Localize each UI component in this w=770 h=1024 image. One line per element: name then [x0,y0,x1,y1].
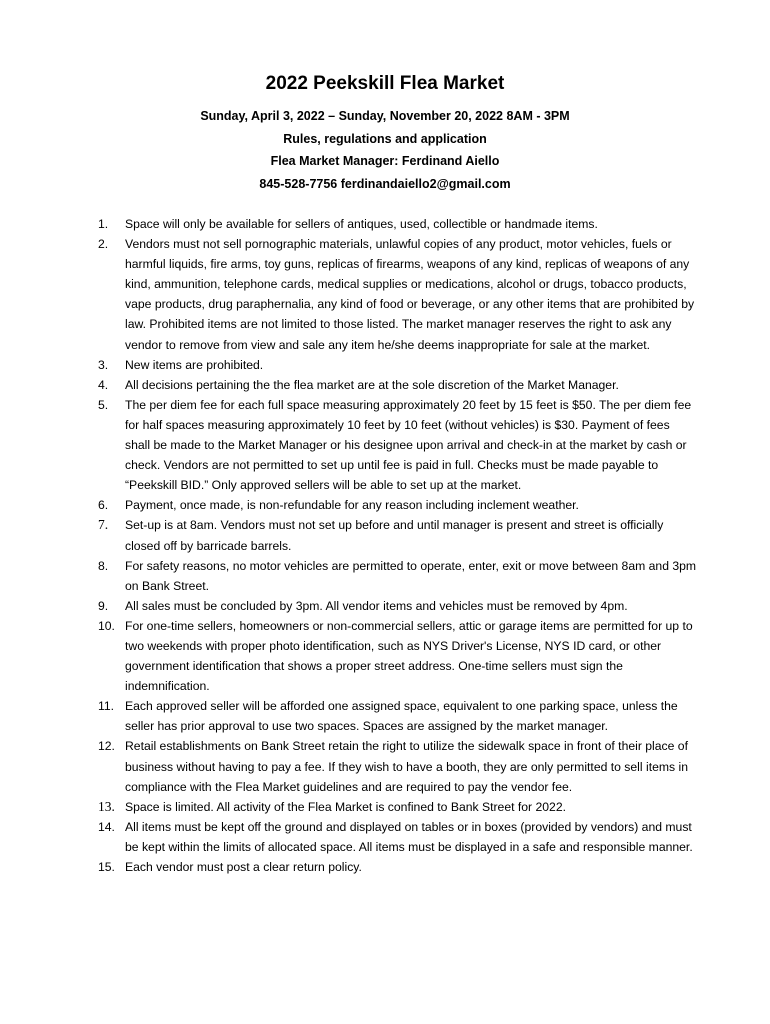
rule-item [98,495,698,515]
rule-item [98,797,698,817]
rule-text: Vendors must not sell pornographic materials, unlawful copies of any product, motor vehicles, fuels or harmful liquids, fire arms, toy guns, replicas of firearms, weapons of any kind, replicas of weapons of any kind, ammunition, telephone cards, medical supplies or medications, alcohol or drugs, tobacco products, vape products, drug paraphernalia, any kind of food or beverage, or any other items that are prohibited by law. Prohibited items are not limited to those listed. The market manager reserves the right to ask any vendor to remove from view and sale any item he/she deems inappropriate for sale at the market. [125,237,695,352]
rule-number: 10. [98,618,115,633]
rule-item [98,736,698,796]
rule-item [98,857,698,877]
market-dates: Sunday, April 3, 2022 – Sunday, November 20, 2022 8AM - 3PM [200,109,570,123]
rule-number: 9. [98,598,109,613]
rule-item [98,596,698,616]
rule-text: For safety reasons, no motor vehicles are permitted to operate, enter, exit or move between 8am and 3pm on Bank Street. [125,558,697,593]
contact-info: 845-528-7756 ferdinandaiello2@gmail.com [259,176,511,191]
rule-text: Space is limited. All activity of the Flea Market is confined to Bank Street for 2022. [125,799,566,814]
document-title: 2022 Peekskill Flea Market [265,73,505,94]
rule-number: 11. [98,699,115,714]
market-manager: Flea Market Manager: Ferdinand Aiello [270,154,500,168]
rule-text: Space will only be available for sellers of antiques, used, collectible or handmade items. [125,217,598,231]
rule-number: 6. [98,498,109,513]
rule-number: 4. [98,377,109,392]
rule-number: 13. [98,798,115,814]
rule-number: 2. [98,237,109,252]
rule-text: All items must be kept off the ground and displayed on tables or in boxes (provided by vendors) and must be kept within the limits of allocated space. All items must be displayed in a safe and responsible manner. [125,819,693,854]
rule-text: Each vendor must post a clear return policy. [125,860,362,874]
rule-text: For one-time sellers, homeowners or non-commercial sellers, attic or garage items are permitted for up to two weekends with proper photo identification, such as NYS Driver's License, NYS ID card, or other government identification that shows a proper street address. One-time sellers must sign the indemnification. [125,618,693,694]
rule-number: 3. [98,357,109,372]
rule-item [98,696,698,736]
rule-number: 5. [98,397,109,412]
rule-text: The per diem fee for each full space measuring approximately 20 feet by 15 feet is $50. The per diem fee for half spaces measuring approximately 10 feet by 10 feet (without vehicles) is $30. Payment of fees shall be made to the Market Manager or his designee upon arrival and check-in at the market by cash or check. Vendors are not permitted to set up until fee is paid in full. Checks must be made payable to “Peekskill BID.” Only approved sellers will be able to set up at the market. [125,397,692,493]
rule-text: All sales must be concluded by 3pm. All vendor items and vehicles must be removed by 4pm. [125,598,628,613]
rules-list [98,214,698,877]
rule-item [98,395,698,495]
document-subtitle: Rules, regulations and application [283,131,487,146]
rule-number: 1. [98,217,109,231]
rule-text: Payment, once made, is non-refundable for any reason including inclement weather. [125,498,579,513]
rule-item [98,556,698,596]
rule-text: All decisions pertaining the the flea market are at the sole discretion of the Market Manager. [125,377,619,392]
rule-item [98,375,698,395]
rule-number: 14. [98,819,115,834]
rule-item [98,616,698,696]
rule-item [98,214,698,234]
rule-number: 7. [98,517,109,533]
rule-item [98,355,698,375]
rule-number: 15. [98,860,115,874]
rule-item [98,515,698,555]
rule-text: Retail establishments on Bank Street retain the right to utilize the sidewalk space in front of their place of business without having to pay a fee. If they wish to have a booth, they are only permitted to sell items in compliance with the Flea Market guidelines and are required to pay the vendor fee. [125,739,688,794]
rule-text: Set-up is at 8am. Vendors must not set up before and until manager is present and street is officially closed off by barricade barrels. [125,518,664,553]
rule-number: 12. [98,739,115,754]
rule-number: 8. [98,558,109,573]
rule-text: New items are prohibited. [125,357,264,372]
rule-text: Each approved seller will be afforded one assigned space, equivalent to one parking space, unless the seller has prior approval to use two spaces. Spaces are assigned by the market manager. [125,699,678,734]
rule-item [98,234,698,355]
rule-item [98,817,698,857]
document-header [0,72,770,195]
